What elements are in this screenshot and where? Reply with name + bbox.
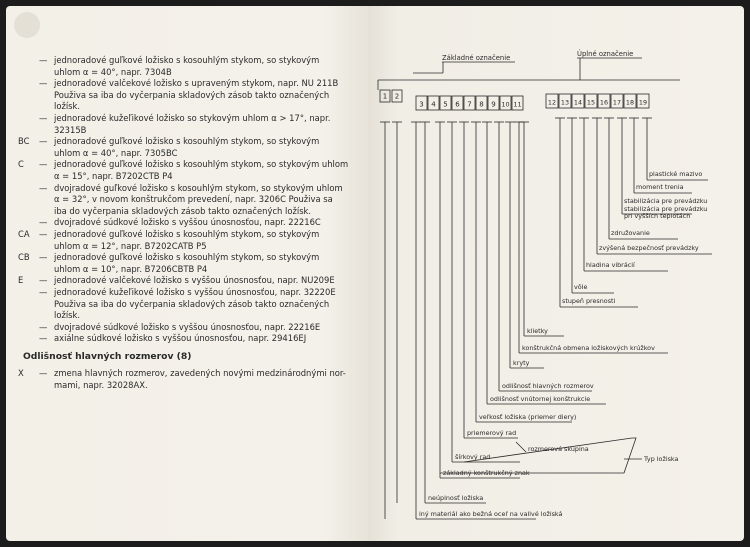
field-label: pri vyšších teplotách	[624, 212, 691, 220]
field-label: základný konštrukčný znak	[443, 469, 530, 477]
line-text: jednoradové guľkové ložisko s kosouhlým stykom, so stykovým	[54, 136, 320, 147]
position-number: 7	[467, 100, 472, 109]
field-label: odlišnosť hlavných rozmerov	[502, 382, 594, 390]
position-number: 2	[394, 92, 400, 101]
field-label: neúplnosť ložiska	[428, 494, 484, 502]
basic-designation-label: Základné označenie	[442, 54, 511, 62]
position-number: 14	[573, 98, 583, 107]
position-number: 3	[419, 100, 424, 109]
line-text: jednoradové kužeľikové ložisko s vyššou únosnosťou, napr. 32220E	[54, 287, 336, 297]
position-number: 9	[491, 100, 496, 109]
line-text: uhlom α = 12°, napr. B7202CATB P5	[54, 240, 207, 251]
position-number: 10	[501, 100, 510, 109]
line-text: jednoradové guľkové ložisko s kosouhlým stykom, so stykovým uhlom	[54, 159, 349, 170]
field-label: priemerový rad	[467, 429, 517, 437]
field-label: plastické mazivo	[649, 170, 703, 178]
dash-mark: —	[39, 78, 48, 89]
field-label: kryty	[513, 359, 530, 367]
line-text: 32315B	[54, 124, 87, 135]
line-text: uhlom α = 40°, napr. 7304B	[54, 66, 172, 77]
field-label: Typ ložiska	[644, 455, 679, 463]
suffix-code: CB	[18, 252, 30, 263]
line-text: dvojradové súdkové ložisko s vyššou únosnosťou, napr. 22216E	[54, 321, 321, 332]
line-text: jednoradové kužeľikové ložisko so stykovým uhlom α > 17°, napr.	[54, 113, 331, 123]
line-text: axiálne súdkové ložisko s vyššou únosnosťou, napr. 29416EJ	[54, 333, 307, 344]
field-label: vôle	[574, 283, 588, 291]
position-number: 5	[443, 100, 448, 109]
field-label: klietky	[527, 327, 548, 335]
position-number: 6	[455, 100, 460, 109]
dash-mark: —	[39, 368, 48, 378]
field-label: stupeň presnosti	[562, 297, 616, 305]
line-text: jednoradové valčekové ložisko s vyššou únosnosťou, napr. NU209E	[54, 275, 335, 286]
line-text: uhlom α = 40°, napr. 7305BC	[54, 147, 178, 158]
position-number: 12	[547, 98, 557, 107]
dash-mark: —	[39, 287, 48, 297]
position-number: 19	[638, 98, 648, 107]
field-label: zvýšená bezpečnosť prevádzky	[599, 244, 699, 252]
field-label: stabilizácia pre prevádzku	[624, 197, 708, 205]
line-text: ložísk.	[54, 310, 81, 321]
line-text: mami, napr. 32028AX.	[54, 379, 148, 390]
dash-mark: —	[39, 333, 48, 344]
line-text: α = 32°, v novom konštrukčom prevedení, napr. 3206C Použiva sa	[54, 194, 333, 205]
suffix-code: X	[18, 368, 24, 378]
field-label: hladina vibrácií	[586, 261, 635, 269]
field-label: rozmerová skupina	[528, 445, 589, 453]
dash-mark: —	[39, 252, 48, 263]
line-text: jednoradové guľkové ložisko s kosouhlým stykom, so stykovým	[54, 55, 320, 65]
line-text: jednoradové valčekové ložisko s upraveným stykom, napr. NU 211B	[54, 78, 339, 89]
field-label: združovanie	[611, 229, 650, 237]
dash-mark: —	[39, 113, 48, 123]
position-number: 8	[479, 100, 484, 109]
section-heading: Odlišnosť hlavných rozmerov (8)	[23, 351, 192, 362]
line-text: zmena hlavných rozmerov, zavedených novými medzinárodnými nor-	[54, 368, 346, 378]
line-text: α = 15°, napr. B7202CTB P4	[54, 171, 173, 181]
field-label: moment trenia	[636, 183, 684, 191]
line-text: Použiva sa iba do vyčerpania skladových zásob takto označených	[54, 89, 330, 100]
library-stamp	[14, 12, 40, 38]
field-label: šírkový rad	[455, 453, 491, 461]
leader-line	[516, 442, 526, 452]
dash-mark: —	[39, 159, 48, 170]
left-page	[6, 6, 368, 541]
right-page	[368, 6, 744, 541]
line-text: Použiva sa iba do vyčerpania skladových zásob takto označených	[54, 298, 330, 309]
field-label: konštrukčná obmena ložiskových krúžkov	[522, 344, 655, 352]
position-number: 13	[560, 98, 570, 107]
position-number: 1	[382, 92, 388, 101]
suffix-code: BC	[18, 136, 30, 147]
line-text: dvojradové súdkové ložisko s vyššou únosnosťou, napr. 22216C	[54, 217, 321, 228]
dash-mark: —	[39, 55, 48, 65]
position-number: 4	[431, 100, 436, 109]
field-label: iný materiál ako bežná oceľ na valivé ložiská	[419, 510, 563, 518]
dash-mark: —	[39, 275, 48, 286]
designation-diagram	[368, 6, 744, 541]
dash-mark: —	[39, 136, 48, 147]
field-label: stabilizácia pre prevádzku	[624, 205, 708, 213]
position-number: 15	[586, 98, 596, 107]
suffix-code: C	[18, 159, 24, 170]
dash-mark: —	[39, 217, 48, 228]
line-text: jednoradové guľkové ložisko s kosouhlým stykom, so stykovým	[54, 252, 320, 263]
dash-mark: —	[39, 182, 48, 193]
field-label: odlišnosť vnútornej konštrukcie	[490, 395, 591, 403]
position-number: 18	[625, 98, 635, 107]
suffix-code: E	[18, 275, 24, 286]
position-number: 16	[599, 98, 609, 107]
line-text: ložísk.	[54, 101, 81, 112]
suffix-code: CA	[18, 229, 30, 239]
dash-mark: —	[39, 229, 48, 239]
position-number: 11	[513, 100, 522, 109]
full-designation-label: Úplné označenie	[577, 50, 634, 58]
line-text: iba do vyčerpania skladových zásob takto označených ložísk.	[54, 205, 312, 216]
field-label: veľkosť ložiska (priemer diery)	[479, 413, 577, 421]
dash-mark: —	[39, 321, 48, 332]
line-text: jednoradové guľkové ložisko s kosouhlým stykom, so stykovým	[54, 229, 320, 239]
position-number: 17	[612, 98, 622, 107]
line-text: uhlom α = 10°, napr. B7206CBTB P4	[54, 263, 208, 274]
line-text: dvojradové guľkové ložisko s kosouhlým stykom, so stykovým uhlom	[54, 182, 343, 193]
